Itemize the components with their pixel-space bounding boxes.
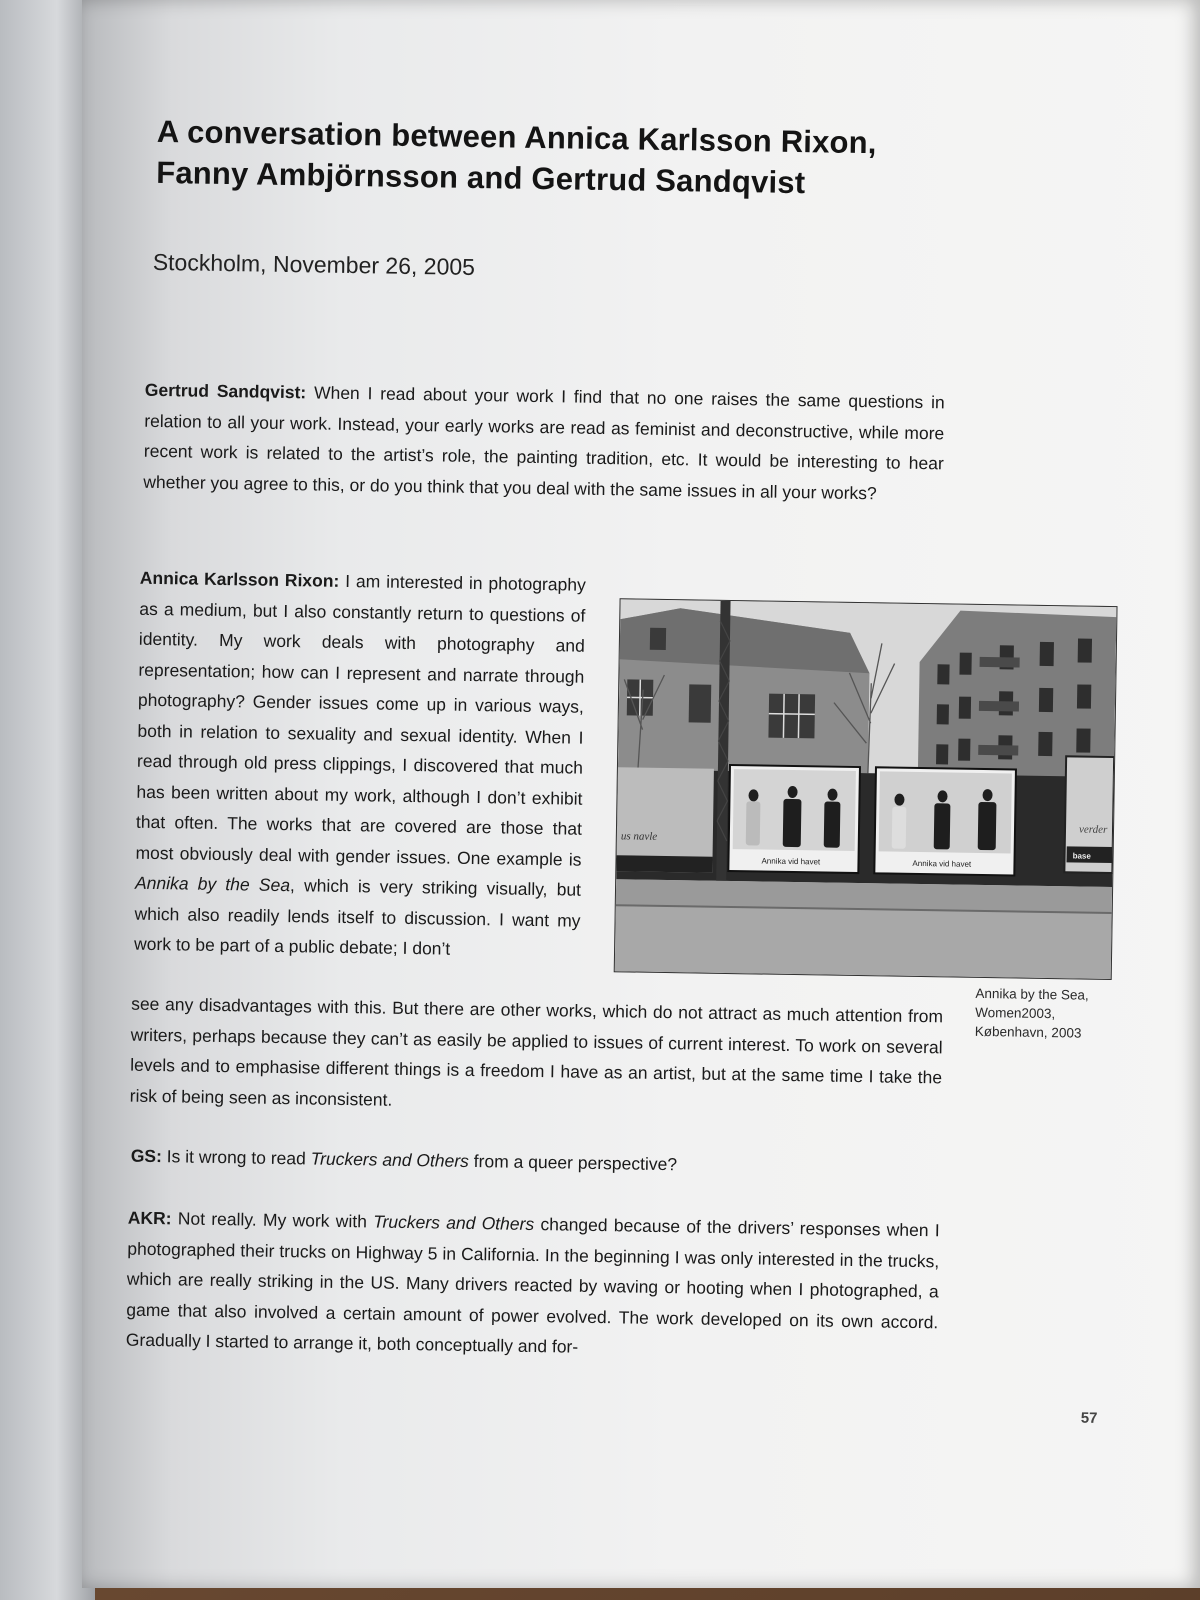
paragraph-text: When I read about your work I find that no one raises the same questions in relation to all your work. Instead, your early works are read as feminist and deconstructive, while more recent work is related to the artist’s role, the painting tradition, etc. It would be interesting to hear whether you agree to this, or do you think that you deal with the same issues in all your works? bbox=[143, 382, 945, 503]
title-line-2: Fanny Ambjörnsson and Gertrud Sandqvist bbox=[155, 154, 806, 201]
paragraph-text: Not really. My work with bbox=[171, 1208, 374, 1232]
speaker-label: Gertrud Sandqvist: bbox=[144, 379, 307, 403]
work-title: Annika by the Sea bbox=[134, 872, 291, 896]
caption-line-2: Women2003, bbox=[975, 1004, 1056, 1022]
partial-billboard-text-left: us navle bbox=[620, 830, 658, 843]
paragraph-text: changed because of the drivers’ responses when I photographed their trucks on Highway 5 in California. In the beginning I was only interested in the trucks, which are really striking in the US. Many drivers reacted by waving or hooting when I photographed, a game that also involved a certain amount of power evolved. The work developed on its own accord. Gradually I started to arrange it, both conceptually and for- bbox=[125, 1214, 940, 1357]
caption-line-3: København, 2003 bbox=[974, 1023, 1082, 1041]
title-line-1: A conversation between Annica Karlsson Rixon, bbox=[156, 113, 877, 161]
article-title bbox=[156, 111, 977, 206]
paragraph-text: from a queer perspective? bbox=[468, 1150, 678, 1175]
billboard-text-1: Annika vid havet bbox=[761, 856, 821, 867]
page-content bbox=[82, 0, 1200, 1588]
partial-billboard-text-right: verder bbox=[1078, 823, 1108, 836]
paragraph-gs-question bbox=[143, 375, 945, 510]
work-title: Truckers and Others bbox=[373, 1211, 535, 1234]
work-title: Truckers and Others bbox=[310, 1148, 470, 1171]
book-page bbox=[82, 0, 1200, 1588]
facing-page-edge bbox=[0, 0, 95, 1600]
page-number: 57 bbox=[1080, 1409, 1098, 1427]
paragraph-akr-answer-column bbox=[134, 563, 586, 966]
paragraph-text: , which is very striking visually, but which also readily lends itself to discussion. I want my work to be part of a public debate; I don’t bbox=[133, 875, 582, 959]
partial-billboard-logo: base bbox=[1072, 851, 1091, 861]
billboard-text-2: Annika vid havet bbox=[912, 858, 972, 869]
billboard-photograph bbox=[614, 598, 1118, 980]
speaker-label: GS: bbox=[130, 1145, 163, 1167]
paragraph-akr-answer-2 bbox=[126, 1203, 940, 1368]
caption-line-1: Annika by the Sea, bbox=[975, 985, 1089, 1003]
paragraph-text: Is it wrong to read bbox=[161, 1146, 311, 1169]
paragraph-gs-question-2 bbox=[131, 1141, 943, 1184]
photo-illustration bbox=[615, 599, 1117, 979]
paragraph-text: I am interested in photography as a medium, but I also constantly return to questions of identity. My work deals with photography and representation; how can I represent and narrate through photography? Gender issues come up in various ways, both in relation to sexuality and sexual identity. When I read through old press clippings, I discovered that much has been written about my work, although I don’t exhibit that often. The works that are covered are those that most obviously deal with gender issues. One example is bbox=[135, 570, 586, 870]
speaker-label: AKR: bbox=[127, 1207, 172, 1229]
speaker-label: Annica Karlsson Rixon: bbox=[139, 567, 340, 591]
paragraph-akr-answer-continued: see any disadvantages with this. But there are other works, which do not attract as much attention from writers, perhaps because they can’t as easily be applied to issues of current interest. To work on several levels and to emphasise different things is a freedom I have as an artist, but at the same time I take the risk of being seen as inconsistent. bbox=[129, 993, 944, 1110]
dateline: Stockholm, November 26, 2005 bbox=[152, 248, 476, 280]
photo-caption bbox=[975, 984, 1126, 1043]
